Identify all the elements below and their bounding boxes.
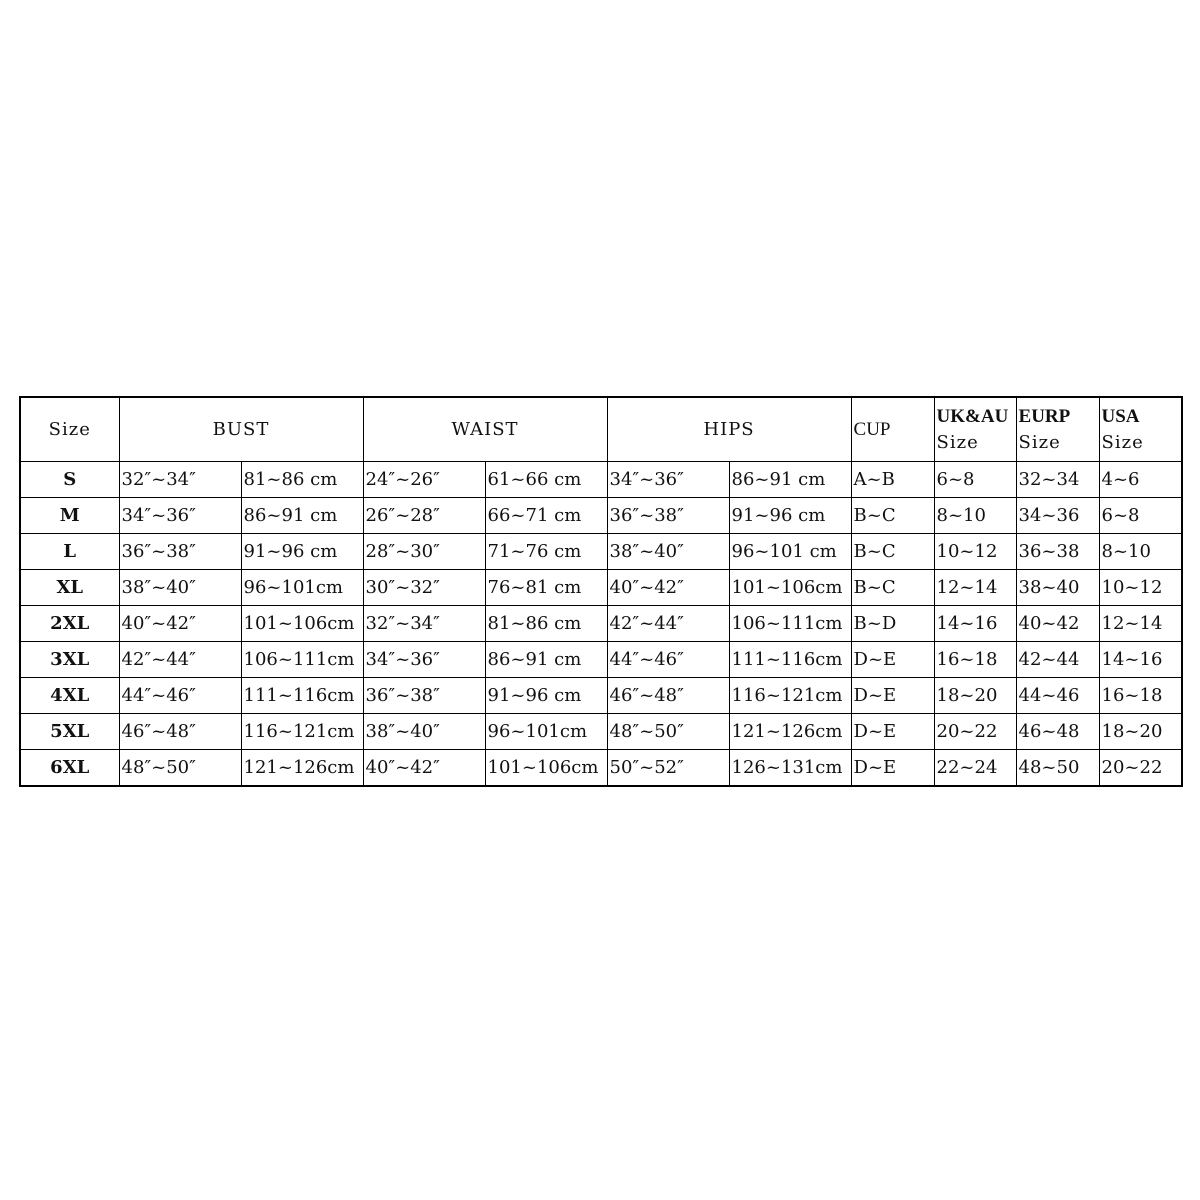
header-waist: WAIST bbox=[363, 397, 607, 462]
header-hips: HIPS bbox=[607, 397, 851, 462]
cell-bust-inches: 42″~44″ bbox=[119, 642, 241, 678]
table-row bbox=[20, 606, 1182, 642]
cell-size: M bbox=[20, 498, 119, 534]
cell-usa-size: 6~8 bbox=[1099, 498, 1182, 534]
cell-eurp-size: 38~40 bbox=[1016, 570, 1099, 606]
header-row bbox=[20, 397, 1182, 462]
cell-bust-inches: 46″~48″ bbox=[119, 714, 241, 750]
cell-waist-cm: 66~71 cm bbox=[485, 498, 607, 534]
cell-uk-au-size: 18~20 bbox=[934, 678, 1016, 714]
cell-bust-inches: 32″~34″ bbox=[119, 462, 241, 498]
cell-bust-cm: 81~86 cm bbox=[241, 462, 363, 498]
cell-usa-size: 10~12 bbox=[1099, 570, 1182, 606]
cell-hips-inches: 40″~42″ bbox=[607, 570, 729, 606]
cell-usa-size: 4~6 bbox=[1099, 462, 1182, 498]
cell-uk-au-size: 14~16 bbox=[934, 606, 1016, 642]
cell-waist-inches: 30″~32″ bbox=[363, 570, 485, 606]
cell-bust-inches: 38″~40″ bbox=[119, 570, 241, 606]
cell-size: L bbox=[20, 534, 119, 570]
cell-bust-inches: 40″~42″ bbox=[119, 606, 241, 642]
cell-hips-inches: 36″~38″ bbox=[607, 498, 729, 534]
size-chart-header bbox=[20, 397, 1182, 462]
cell-usa-size: 8~10 bbox=[1099, 534, 1182, 570]
header-usa-line1: USA bbox=[1101, 405, 1140, 427]
cell-eurp-size: 48~50 bbox=[1016, 750, 1099, 787]
cell-bust-cm: 101~106cm bbox=[241, 606, 363, 642]
table-row bbox=[20, 714, 1182, 750]
cell-hips-inches: 48″~50″ bbox=[607, 714, 729, 750]
table-row bbox=[20, 534, 1182, 570]
header-usa-line2: Size bbox=[1101, 431, 1144, 453]
cell-waist-inches: 32″~34″ bbox=[363, 606, 485, 642]
cell-cup: B~D bbox=[851, 606, 934, 642]
cell-bust-inches: 48″~50″ bbox=[119, 750, 241, 787]
header-eurp-line2: Size bbox=[1018, 431, 1061, 453]
cell-bust-inches: 36″~38″ bbox=[119, 534, 241, 570]
cell-hips-cm: 126~131cm bbox=[729, 750, 851, 787]
cell-cup: A~B bbox=[851, 462, 934, 498]
cell-waist-cm: 101~106cm bbox=[485, 750, 607, 787]
cell-uk-au-size: 12~14 bbox=[934, 570, 1016, 606]
cell-eurp-size: 32~34 bbox=[1016, 462, 1099, 498]
cell-waist-inches: 38″~40″ bbox=[363, 714, 485, 750]
cell-usa-size: 16~18 bbox=[1099, 678, 1182, 714]
cell-waist-cm: 81~86 cm bbox=[485, 606, 607, 642]
cell-usa-size: 14~16 bbox=[1099, 642, 1182, 678]
cell-hips-cm: 106~111cm bbox=[729, 606, 851, 642]
cell-hips-inches: 50″~52″ bbox=[607, 750, 729, 787]
cell-hips-inches: 34″~36″ bbox=[607, 462, 729, 498]
cell-eurp-size: 36~38 bbox=[1016, 534, 1099, 570]
header-usa-size bbox=[1099, 397, 1182, 462]
cell-bust-cm: 111~116cm bbox=[241, 678, 363, 714]
cell-waist-inches: 24″~26″ bbox=[363, 462, 485, 498]
table-row bbox=[20, 462, 1182, 498]
cell-bust-cm: 91~96 cm bbox=[241, 534, 363, 570]
cell-size: 3XL bbox=[20, 642, 119, 678]
cell-cup: B~C bbox=[851, 570, 934, 606]
table-row bbox=[20, 642, 1182, 678]
header-eurp-line1: EURP bbox=[1018, 405, 1071, 427]
cell-waist-inches: 34″~36″ bbox=[363, 642, 485, 678]
cell-size: XL bbox=[20, 570, 119, 606]
cell-waist-cm: 96~101cm bbox=[485, 714, 607, 750]
cell-eurp-size: 40~42 bbox=[1016, 606, 1099, 642]
cell-size: 2XL bbox=[20, 606, 119, 642]
cell-hips-inches: 44″~46″ bbox=[607, 642, 729, 678]
header-uk-au-line1: UK&AU bbox=[936, 405, 1009, 427]
cell-hips-cm: 101~106cm bbox=[729, 570, 851, 606]
cell-hips-cm: 121~126cm bbox=[729, 714, 851, 750]
cell-hips-cm: 96~101 cm bbox=[729, 534, 851, 570]
cell-eurp-size: 46~48 bbox=[1016, 714, 1099, 750]
header-bust: BUST bbox=[119, 397, 363, 462]
table-row bbox=[20, 570, 1182, 606]
cell-eurp-size: 44~46 bbox=[1016, 678, 1099, 714]
cell-waist-cm: 61~66 cm bbox=[485, 462, 607, 498]
cell-usa-size: 12~14 bbox=[1099, 606, 1182, 642]
cell-bust-cm: 106~111cm bbox=[241, 642, 363, 678]
cell-bust-cm: 86~91 cm bbox=[241, 498, 363, 534]
cell-bust-inches: 34″~36″ bbox=[119, 498, 241, 534]
cell-size: 6XL bbox=[20, 750, 119, 787]
cell-hips-inches: 42″~44″ bbox=[607, 606, 729, 642]
cell-uk-au-size: 10~12 bbox=[934, 534, 1016, 570]
cell-uk-au-size: 20~22 bbox=[934, 714, 1016, 750]
header-uk-au-size bbox=[934, 397, 1016, 462]
cell-waist-cm: 71~76 cm bbox=[485, 534, 607, 570]
table-row bbox=[20, 678, 1182, 714]
cell-hips-cm: 86~91 cm bbox=[729, 462, 851, 498]
cell-waist-inches: 28″~30″ bbox=[363, 534, 485, 570]
cell-waist-cm: 91~96 cm bbox=[485, 678, 607, 714]
cell-hips-cm: 111~116cm bbox=[729, 642, 851, 678]
size-chart-table bbox=[19, 396, 1183, 787]
cell-hips-inches: 46″~48″ bbox=[607, 678, 729, 714]
cell-cup: D~E bbox=[851, 642, 934, 678]
cell-eurp-size: 42~44 bbox=[1016, 642, 1099, 678]
header-cup: CUP bbox=[851, 397, 934, 462]
cell-bust-inches: 44″~46″ bbox=[119, 678, 241, 714]
header-uk-au-line2: Size bbox=[936, 431, 979, 453]
cell-hips-cm: 116~121cm bbox=[729, 678, 851, 714]
cell-uk-au-size: 6~8 bbox=[934, 462, 1016, 498]
cell-waist-inches: 26″~28″ bbox=[363, 498, 485, 534]
cell-hips-inches: 38″~40″ bbox=[607, 534, 729, 570]
cell-bust-cm: 96~101cm bbox=[241, 570, 363, 606]
cell-cup: D~E bbox=[851, 750, 934, 787]
cell-size: 4XL bbox=[20, 678, 119, 714]
cell-cup: D~E bbox=[851, 714, 934, 750]
cell-usa-size: 20~22 bbox=[1099, 750, 1182, 787]
cell-hips-cm: 91~96 cm bbox=[729, 498, 851, 534]
cell-uk-au-size: 16~18 bbox=[934, 642, 1016, 678]
cell-bust-cm: 116~121cm bbox=[241, 714, 363, 750]
cell-cup: B~C bbox=[851, 498, 934, 534]
cell-cup: B~C bbox=[851, 534, 934, 570]
table-row bbox=[20, 498, 1182, 534]
cell-size: S bbox=[20, 462, 119, 498]
cell-eurp-size: 34~36 bbox=[1016, 498, 1099, 534]
cell-uk-au-size: 22~24 bbox=[934, 750, 1016, 787]
cell-uk-au-size: 8~10 bbox=[934, 498, 1016, 534]
cell-size: 5XL bbox=[20, 714, 119, 750]
cell-waist-inches: 40″~42″ bbox=[363, 750, 485, 787]
cell-waist-inches: 36″~38″ bbox=[363, 678, 485, 714]
header-size: Size bbox=[20, 397, 119, 462]
cell-usa-size: 18~20 bbox=[1099, 714, 1182, 750]
cell-cup: D~E bbox=[851, 678, 934, 714]
cell-waist-cm: 76~81 cm bbox=[485, 570, 607, 606]
cell-waist-cm: 86~91 cm bbox=[485, 642, 607, 678]
header-eurp-size bbox=[1016, 397, 1099, 462]
size-chart-body bbox=[20, 462, 1182, 787]
table-row bbox=[20, 750, 1182, 787]
cell-bust-cm: 121~126cm bbox=[241, 750, 363, 787]
